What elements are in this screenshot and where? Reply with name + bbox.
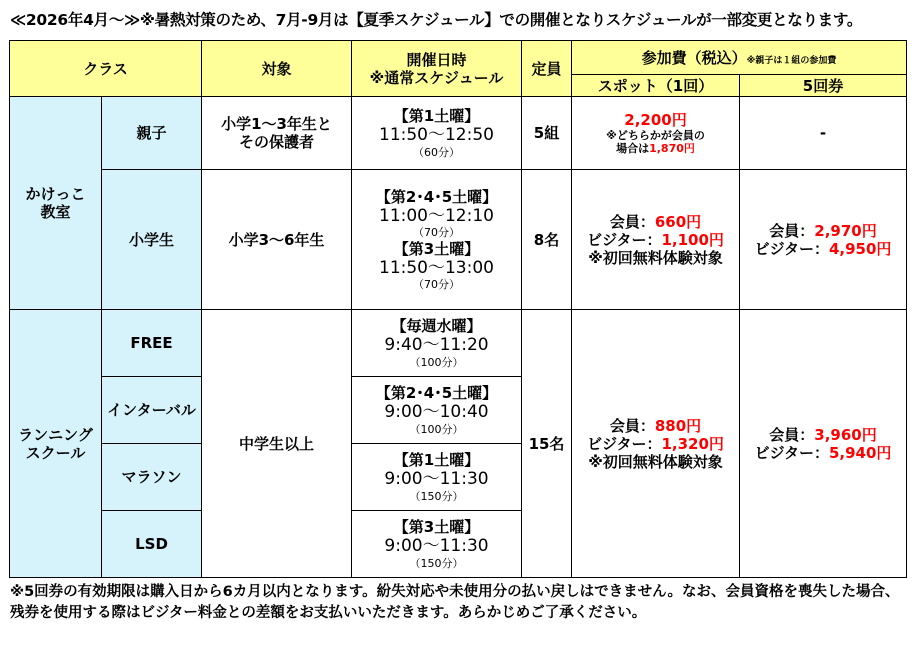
schedule-time: 9:00～10:40 [384,402,489,423]
schedule-lsd [352,511,522,578]
member-price: 880円 [654,416,702,435]
capacity-running: 15名 [522,310,572,578]
schedule-duration: （100分） [409,355,464,369]
spot-fee-shogakusei [572,170,740,310]
header-fee [572,41,907,75]
target-shogakusei: 小学3～6年生 [202,170,352,310]
trial-note: ※初回無料体験対象 [588,248,723,267]
spot-price-oyako: 2,200円 [624,110,687,129]
schedule-duration: （70分） [413,277,460,291]
schedule-day: 【第3土曜】 [393,518,480,537]
class-running-line2: スクール [25,443,86,462]
schedule-duration: （70分） [413,226,460,240]
member-price: 3,960円 [814,425,877,444]
capacity-oyako: 5組 [522,97,572,170]
header-spot: スポット（1回） [572,75,740,97]
schedule-day: 【第3土曜】 [393,239,480,258]
spot-note-line2: 場合は [616,142,650,155]
schedule-duration: （100分） [409,422,464,436]
spot-note-line1: ※どちらかが会員の [606,128,705,142]
header-fee-title: 参加費（税込） [641,48,747,67]
subclass-free: FREE [102,310,202,377]
schedule-oyako [352,97,522,170]
class-kakekko-line1: かけっこ [25,185,86,203]
header-class: クラス [10,41,202,97]
schedule-day: 【第1土曜】 [393,107,480,126]
header-capacity: 定員 [522,41,572,97]
member-price: 660円 [654,212,702,231]
header-datetime [352,41,522,97]
member-label: 会員： [609,416,655,435]
schedule-time: 11:00～12:10 [379,205,494,226]
header-datetime-note: ※通常スケジュール [369,68,504,87]
five-fee-shogakusei [740,170,907,310]
visitor-label: ビジター： [754,239,829,258]
class-kakekko-line2: 教室 [40,203,71,221]
schedule-time: 11:50～13:00 [379,257,494,278]
schedule-free [352,310,522,377]
schedule-time: 9:40～11:20 [384,335,489,356]
header-five-tickets: 5回券 [740,75,907,97]
spot-member-price-oyako: 1,870円 [649,142,695,155]
schedule-day: 【第1土曜】 [393,451,480,470]
subclass-shogakusei: 小学生 [102,170,202,310]
member-price: 2,970円 [814,221,877,240]
schedule-day: 【毎週水曜】 [391,317,482,336]
trial-note: ※初回無料体験対象 [588,452,723,471]
spot-fee-running [572,310,740,578]
member-label: 会員： [769,425,815,444]
subclass-oyako: 親子 [102,97,202,170]
member-label: 会員： [609,212,655,231]
member-label: 会員： [769,221,815,240]
schedule-time: 11:50～12:50 [379,125,494,146]
top-notice: ≪2026年4月～≫※暑熱対策のため、7月-9月は【夏季スケジュール】での開催となりスケジュールが一部変更となります。 [10,11,863,29]
header-target: 対象 [202,41,352,97]
visitor-price: 1,320円 [661,434,724,453]
bottom-notice: ※5回券の有効期限は購入日から6カ月以内となります。紛失対応や未使用分の払い戻しはできません。なお、会員資格を喪失した場合、残券を使用する際はビジター料金との差額をお支払いいただきます。あらかじめご了承ください。 [10,584,900,622]
class-running [10,310,102,578]
visitor-label: ビジター： [587,230,662,249]
schedule-time: 9:00～11:30 [384,536,489,557]
visitor-price: 1,100円 [661,230,724,249]
visitor-label: ビジター： [754,443,829,462]
header-datetime-title: 開催日時 [406,50,467,69]
class-running-line1: ランニング [18,425,93,444]
target-oyako [202,97,352,170]
subclass-lsd: LSD [102,511,202,578]
schedule-marathon [352,444,522,511]
five-fee-oyako: - [740,97,907,170]
visitor-price: 4,950円 [828,239,892,258]
spot-fee-oyako [572,97,740,170]
schedule-time: 9:00～11:30 [384,469,489,490]
five-fee-running [740,310,907,578]
subclass-interval: インターバル [102,377,202,444]
schedule-shogakusei [352,170,522,310]
schedule-duration: （150分） [409,556,464,570]
visitor-price: 5,940円 [828,443,892,462]
class-kakekko [10,97,102,310]
header-fee-note: ※親子は１組の参加費 [746,55,837,66]
subclass-marathon: マラソン [102,444,202,511]
schedule-day: 【第2･4･5土曜】 [375,187,498,206]
schedule-interval [352,377,522,444]
target-oyako-line2: その保護者 [238,133,314,151]
capacity-shogakusei: 8名 [522,170,572,310]
schedule-day: 【第2･4･5土曜】 [375,384,498,403]
visitor-label: ビジター： [587,434,662,453]
target-oyako-line1: 小学1～3年生と [221,115,332,133]
schedule-duration: （60分） [413,145,460,159]
schedule-duration: （150分） [409,489,464,503]
schedule-table [9,40,907,578]
target-running: 中学生以上 [202,310,352,578]
